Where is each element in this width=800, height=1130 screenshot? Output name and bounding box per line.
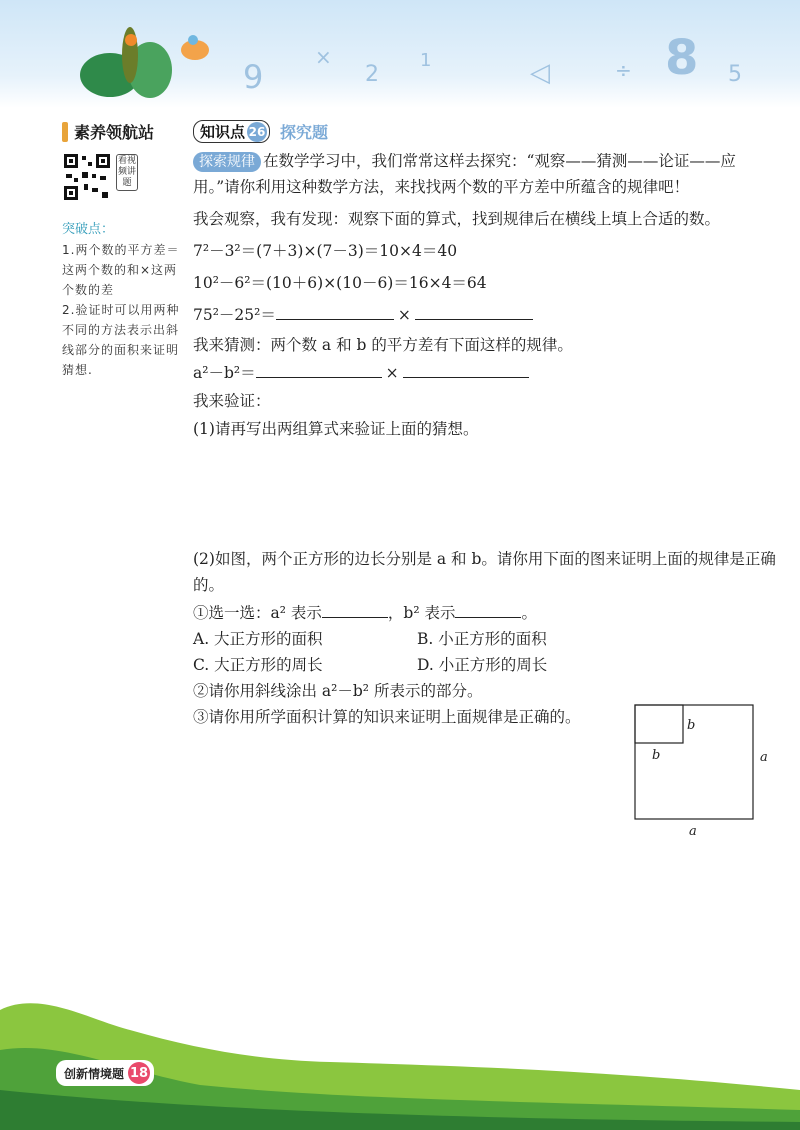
answer-blank[interactable] — [415, 303, 533, 320]
banner-symbol: 8 — [665, 30, 699, 86]
banner-symbol: 2 — [365, 62, 379, 87]
question-1: (1)请再写出两组算式来验证上面的猜想。 — [193, 420, 479, 438]
equation-1: 7²－3²＝(7＋3)×(7－3)＝10×4＝40 — [193, 242, 458, 260]
page-number: 18 — [128, 1062, 150, 1084]
answer-blank[interactable] — [455, 601, 521, 618]
title-bar-icon — [62, 122, 68, 142]
banner-symbol: ◁ — [530, 58, 550, 88]
banner-symbol: 9 — [243, 58, 264, 96]
banner-symbol: × — [315, 45, 332, 69]
answer-blank[interactable] — [403, 361, 529, 378]
top-banner — [0, 0, 800, 108]
label-b-bottom: b — [652, 748, 661, 763]
observe-paragraph: 我会观察，我有发现：观察下面的算式，找到规律后在横线上填上合适的数。 — [193, 210, 721, 228]
main-content — [193, 148, 778, 730]
question-2: (2)如图，两个正方形的边长分别是 a 和 b。请你用下面的图来证明上面的规律是正确的。 — [193, 550, 776, 594]
label-a-right: a — [760, 750, 768, 765]
section-title: 探究题 — [280, 123, 329, 142]
answer-blank[interactable] — [256, 361, 382, 378]
qr-code-icon[interactable] — [62, 152, 112, 202]
page-footer-tag: 创新情境题 18 — [56, 1060, 154, 1086]
plant-illustration — [75, 10, 215, 105]
verify-label: 我来验证： — [193, 392, 271, 410]
label-b-right: b — [687, 718, 696, 733]
banner-symbol: ÷ — [615, 58, 632, 82]
label-a-bottom: a — [689, 824, 697, 839]
topic-tag: 探索规律 — [193, 152, 261, 172]
banner-symbol: 5 — [728, 62, 742, 87]
banner-symbol: 1 — [420, 50, 432, 71]
equation-3: 75²－25²＝ × — [193, 302, 778, 328]
option-b: B. 小正方形的面积 — [417, 630, 547, 648]
key-points-notes — [62, 240, 180, 380]
question-2-3: ③请你用所学面积计算的知识来证明上面规律是正确的。 — [193, 708, 581, 726]
options-row-1 — [193, 626, 778, 652]
section-heading — [193, 120, 328, 143]
guess-paragraph: 我来猜测：两个数 a 和 b 的平方差有下面这样的规律。 — [193, 336, 573, 354]
option-c: C. 大正方形的周长 — [193, 656, 323, 674]
note-item: 1.两个数的平方差＝这两个数的和×这两个数的差 — [62, 243, 180, 297]
question-2-1: ①选一选：a² 表示 ，b² 表示 。 — [193, 600, 778, 626]
answer-blank[interactable] — [276, 303, 394, 320]
option-a: A. 大正方形的面积 — [193, 630, 323, 648]
question-2-2: ②请你用斜线涂出 a²－b² 所表示的部分。 — [193, 682, 483, 700]
answer-blank[interactable] — [322, 601, 388, 618]
note-item: 2.验证时可以用两种不同的方法表示出斜线部分的面积来证明猜想. — [62, 303, 180, 377]
key-points-label: 突破点： — [62, 222, 115, 237]
video-label[interactable]: 看视频讲题 — [116, 154, 138, 191]
equation-2: 10²－6²＝(10＋6)×(10－6)＝16×4＝64 — [193, 274, 487, 292]
knowledge-point-badge: 知识点 26 — [193, 120, 270, 143]
squares-figure — [625, 695, 785, 840]
intro-paragraph: 探索规律 在数学学习中，我们常常这样去探究：“观察——猜测——论证——应用。”请你利用这种数学方法，来找找两个数的平方差中所蕴含的规律吧！ — [193, 152, 736, 196]
equation-4: a²－b²＝ × — [193, 360, 778, 386]
knowledge-point-number: 26 — [247, 122, 267, 142]
option-d: D. 小正方形的周长 — [417, 656, 548, 674]
options-row-2 — [193, 652, 778, 678]
sidebar-title: 素养领航站 — [62, 120, 154, 143]
